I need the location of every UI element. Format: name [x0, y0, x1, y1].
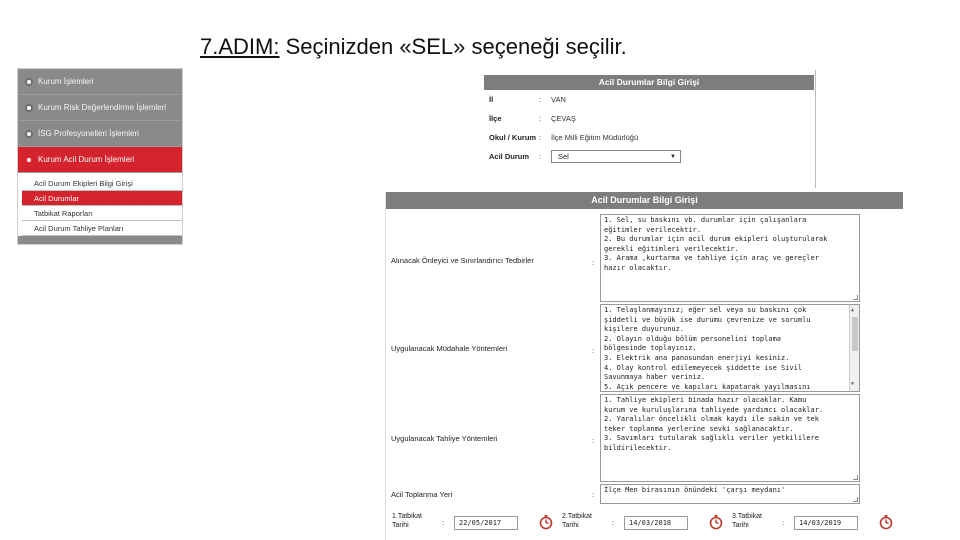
textarea-line: 5. Açık pencere ve kapıları kapatarak yayılmasını	[604, 382, 811, 391]
il-colon: :	[539, 95, 542, 104]
okul-colon: :	[539, 133, 542, 142]
toplanma-textarea[interactable]	[600, 484, 860, 504]
textarea-line: teker toplanma yerlerine sevki sağlanacaktır.	[604, 424, 794, 433]
stopwatch-icon[interactable]	[538, 514, 554, 530]
acil-durum-selected-value: Sel	[558, 152, 569, 161]
tahliye-row	[386, 394, 904, 482]
textarea-line: gerekli eğitimleri verilecektir.	[604, 244, 739, 253]
tatbikat-3-group	[732, 512, 902, 540]
chevron-down-icon: ▼	[670, 153, 676, 160]
toplanma-row	[386, 484, 904, 504]
sidebar-item-label: Kurum İşlemleri	[38, 77, 94, 86]
tatbikat-1-date-input[interactable]: 22/05/2017	[454, 516, 518, 530]
scroll-down-icon[interactable]: ▼	[851, 381, 855, 388]
ilce-label: İlçe	[489, 114, 502, 123]
textarea-line: bölgesinde toplayınız.	[604, 344, 697, 353]
acil-durum-label: Acil Durum	[489, 152, 530, 161]
scroll-up-icon[interactable]: ▲	[851, 307, 855, 313]
textarea-line: 1. Tahliye ekipleri binada hazır olacaklar. Kamu	[604, 396, 807, 404]
tatbikat-2-label: 2.Tatbikat Tarihi	[562, 513, 592, 529]
submenu-item-acil-durumlar[interactable]: Acil Durumlar	[22, 191, 182, 206]
submenu-item-tatbikat-raporlari[interactable]: Tatbikat Raporları	[22, 206, 182, 221]
textarea-line: hazır olacaktır.	[604, 263, 672, 272]
tatbikat-2-date-input[interactable]: 14/03/2018	[624, 516, 688, 530]
tatbikat-3-label: 3.Tatbikat Tarihi	[732, 513, 762, 529]
tatbikat-3-date-input[interactable]: 14/03/2019	[794, 516, 858, 530]
tatbikat-1-group	[392, 512, 562, 540]
top-form-fields	[484, 90, 814, 166]
textarea-line: kurum ve kuruluşlarına tahliyede yardımcı olacaklar.	[604, 405, 824, 414]
textarea-line: Savunmaya haber veriniz.	[604, 373, 706, 382]
textarea-line: bildirilecektir.	[604, 443, 672, 452]
textarea-line: 3. Elektrik ana panosundan enerjiyi kesiniz.	[604, 353, 790, 362]
tatbikat-dates-row	[386, 512, 904, 540]
toplanma-colon: :	[592, 490, 595, 499]
acil-durum-row	[484, 147, 814, 166]
circle-bullet-icon	[25, 130, 33, 138]
il-row	[484, 90, 814, 109]
sidebar-item-label: İSG Profesyonelleri İşlemleri	[38, 129, 139, 138]
tahliye-colon: :	[592, 436, 595, 445]
textarea-line: 3. Arama ,kurtarma ve tahliye için araç ve gereçler	[604, 254, 819, 263]
submenu-item-ekipler[interactable]: Acil Durum Ekipleri Bilgi Girişi	[22, 176, 182, 191]
stopwatch-icon[interactable]	[878, 514, 894, 530]
ilce-value: ÇEVAŞ	[551, 114, 576, 123]
tatbikat-2-group	[562, 512, 732, 540]
panel-divider	[815, 70, 816, 188]
onlem-colon: :	[592, 258, 595, 267]
onlem-label: Alınacak Önleyici ve Sınırlandırıcı Tedbirler	[391, 256, 534, 265]
main-form-panel	[385, 192, 903, 540]
slide-step-text: Seçinizden «SEL» seçeneği seçilir.	[279, 34, 627, 59]
sidebar-item-risk-degerlendirme[interactable]	[18, 95, 182, 121]
textarea-line: 3. Savımları tutularak sağlıklı veriler yetkililere	[604, 434, 819, 443]
textarea-line: 4. Olay kontrol edilemeyecek şiddette ise Sivil	[604, 363, 803, 372]
textarea-line: 1. Sel, su baskını vb. durumlar için çalışanlara	[604, 216, 807, 224]
textarea-line: 2. Bu durumlar için acil durum ekipleri oluşturularak	[604, 235, 828, 244]
sidebar-submenu	[18, 173, 182, 236]
il-label: İl	[489, 95, 494, 104]
resize-handle-icon[interactable]	[853, 295, 858, 300]
sidebar-item-label: Kurum Acil Durum İşlemleri	[38, 155, 135, 164]
textarea-line: kişilere duyurunuz.	[604, 325, 685, 334]
circle-bullet-icon	[25, 78, 33, 86]
ilce-colon: :	[539, 114, 542, 123]
il-value: VAN	[551, 95, 566, 104]
sidebar-item-kurum-islemleri[interactable]	[18, 69, 182, 95]
sidebar-menu	[17, 68, 183, 245]
textarea-line: 1. Telaşlanmayınız; eğer sel veya su baskını çok	[604, 306, 807, 314]
sidebar-item-label: Kurum Risk Değerlendirme İşlemleri	[38, 103, 167, 112]
mudahale-textarea[interactable]	[600, 304, 860, 392]
panel-header: Acil Durumlar Bilgi Girişi	[386, 192, 903, 209]
slide-title	[200, 34, 627, 60]
okul-value: İlçe Milli Eğitim Müdürlüğü	[551, 133, 639, 142]
mudahale-colon: :	[592, 346, 595, 355]
textarea-line: 2. Yaralılar öncelikli olmak kaydı ile sakin ve tek	[604, 415, 819, 424]
submenu-item-tahliye-planlari[interactable]: Acil Durum Tahliye Planları	[22, 221, 182, 236]
tatbikat-3-colon: :	[782, 520, 784, 527]
mudahale-label: Uygulanacak Müdahale Yöntemleri	[391, 344, 508, 353]
textarea-line: 2. Olayın olduğu bölüm personelini toplama	[604, 334, 782, 343]
panel-header: Acil Durumlar Bilgi Girişi	[484, 75, 814, 90]
resize-handle-icon[interactable]	[853, 475, 858, 480]
toplanma-label: Acil Toplanma Yeri	[391, 490, 453, 499]
textarea-line: şiddetli ve büyük ise durumu çevrenize ve sorumlu	[604, 315, 811, 324]
top-form-panel	[484, 75, 814, 187]
acil-durum-colon: :	[539, 152, 542, 161]
tahliye-label: Uygulanacak Tahliye Yöntemleri	[391, 434, 498, 443]
sidebar-item-isg-profesyonelleri[interactable]	[18, 121, 182, 147]
okul-label: Okul / Kurum	[489, 133, 537, 142]
tahliye-textarea[interactable]	[600, 394, 860, 482]
circle-bullet-icon	[25, 156, 33, 164]
stopwatch-icon[interactable]	[708, 514, 724, 530]
onlem-textarea[interactable]	[600, 214, 860, 302]
resize-handle-icon[interactable]	[853, 497, 858, 502]
mudahale-row	[386, 304, 904, 392]
slide-step-label: 7.ADIM:	[200, 34, 280, 59]
circle-bullet-icon	[25, 104, 33, 112]
textarea-scrollbar[interactable]	[849, 305, 859, 391]
tatbikat-1-label: 1.Tatbikat Tarihi	[392, 513, 422, 529]
textarea-line: eğitimler verilecektir.	[604, 225, 701, 234]
ilce-row	[484, 109, 814, 128]
tatbikat-2-colon: :	[612, 520, 614, 527]
sidebar-item-acil-durum-islemleri[interactable]	[18, 147, 182, 173]
tatbikat-1-colon: :	[442, 520, 444, 527]
okul-row	[484, 128, 814, 147]
acil-durum-select[interactable]	[551, 150, 681, 163]
textarea-line: İlçe Men birasının önündeki 'çarşı meydanı'	[604, 486, 786, 494]
scrollbar-thumb[interactable]	[852, 317, 858, 351]
onlem-row	[386, 214, 904, 302]
